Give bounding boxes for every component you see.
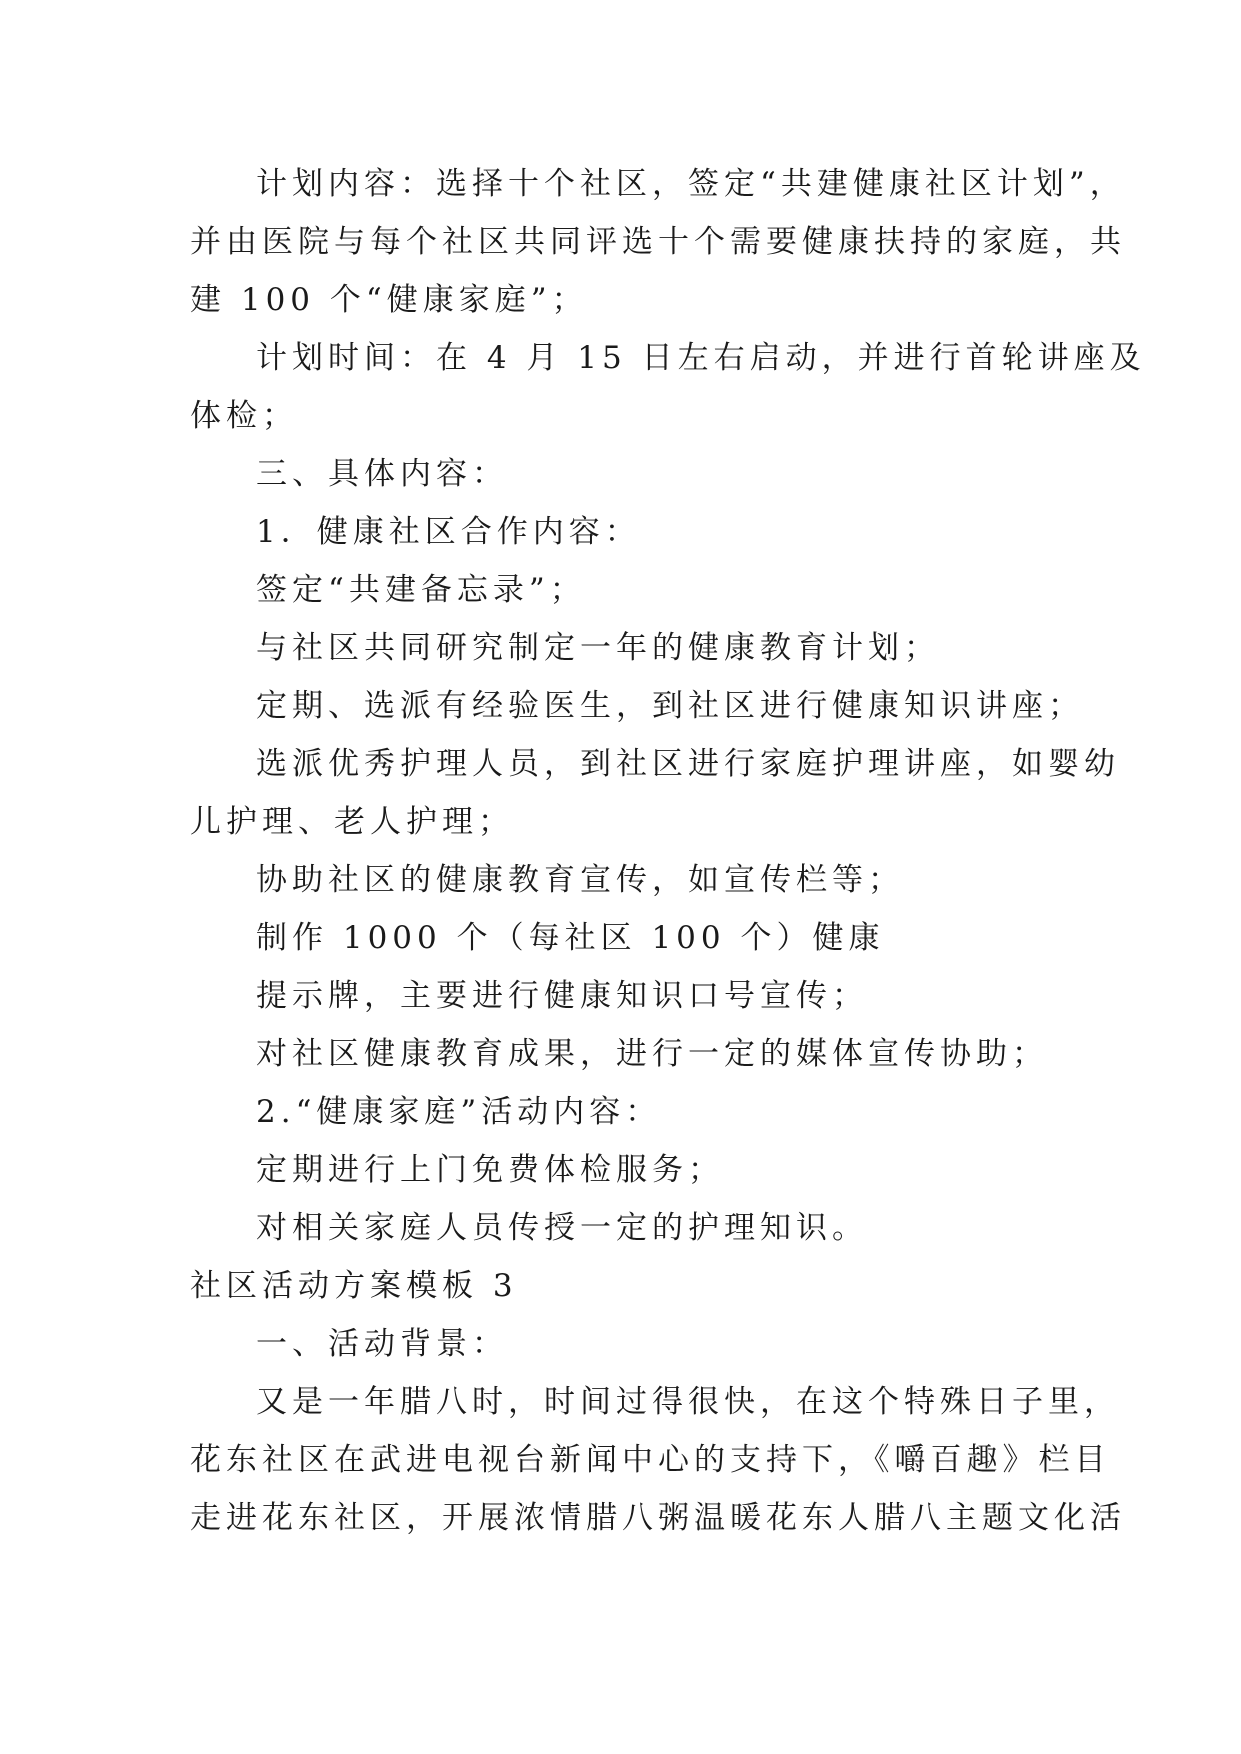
subsection-heading: 2.“健康家庭”活动内容： (256, 1094, 662, 1130)
paragraph-line: 体检； (190, 398, 298, 434)
paragraph-line: 并由医院与每个社区共同评选十个需要健康扶持的家庭，共 (190, 224, 1126, 260)
paragraph-line: 对社区健康教育成果，进行一定的媒体宣传协助； (256, 1036, 1048, 1072)
paragraph-line: 走进花东社区，开展浓情腊八粥温暖花东人腊八主题文化活 (190, 1500, 1126, 1536)
document-title: 社区活动方案模板 3 (190, 1268, 518, 1304)
paragraph-line: 定期进行上门免费体检服务； (256, 1152, 724, 1188)
paragraph-line: 选派优秀护理人员，到社区进行家庭护理讲座，如婴幼 (256, 746, 1120, 782)
paragraph-line: 对相关家庭人员传授一定的护理知识。 (256, 1210, 868, 1246)
subsection-heading: 1．健康社区合作内容： (256, 514, 641, 550)
paragraph-line: 计划时间：在 4 月 15 日左右启动，并进行首轮讲座及 (256, 340, 1146, 376)
paragraph-line: 签定“共建备忘录”； (256, 572, 586, 608)
paragraph-line: 又是一年腊八时，时间过得很快，在这个特殊日子里， (256, 1384, 1120, 1420)
paragraph-line: 与社区共同研究制定一年的健康教育计划； (256, 630, 940, 666)
paragraph-line: 制作 1000 个（每社区 100 个）健康 (256, 920, 885, 956)
paragraph-line: 花东社区在武进电视台新闻中心的支持下，《嚼百趣》栏目 (190, 1442, 1111, 1478)
paragraph-line: 儿护理、老人护理； (190, 804, 514, 840)
paragraph-line: 建 100 个“健康家庭”； (190, 282, 588, 318)
paragraph-line: 定期、选派有经验医生，到社区进行健康知识讲座； (256, 688, 1084, 724)
section-heading: 三、具体内容： (256, 456, 508, 492)
section-heading: 一、活动背景： (256, 1326, 508, 1362)
paragraph-line: 协助社区的健康教育宣传，如宣传栏等； (256, 862, 904, 898)
paragraph-line: 提示牌，主要进行健康知识口号宣传； (256, 978, 868, 1014)
paragraph-line: 计划内容：选择十个社区，签定“共建健康社区计划”， (256, 166, 1126, 202)
